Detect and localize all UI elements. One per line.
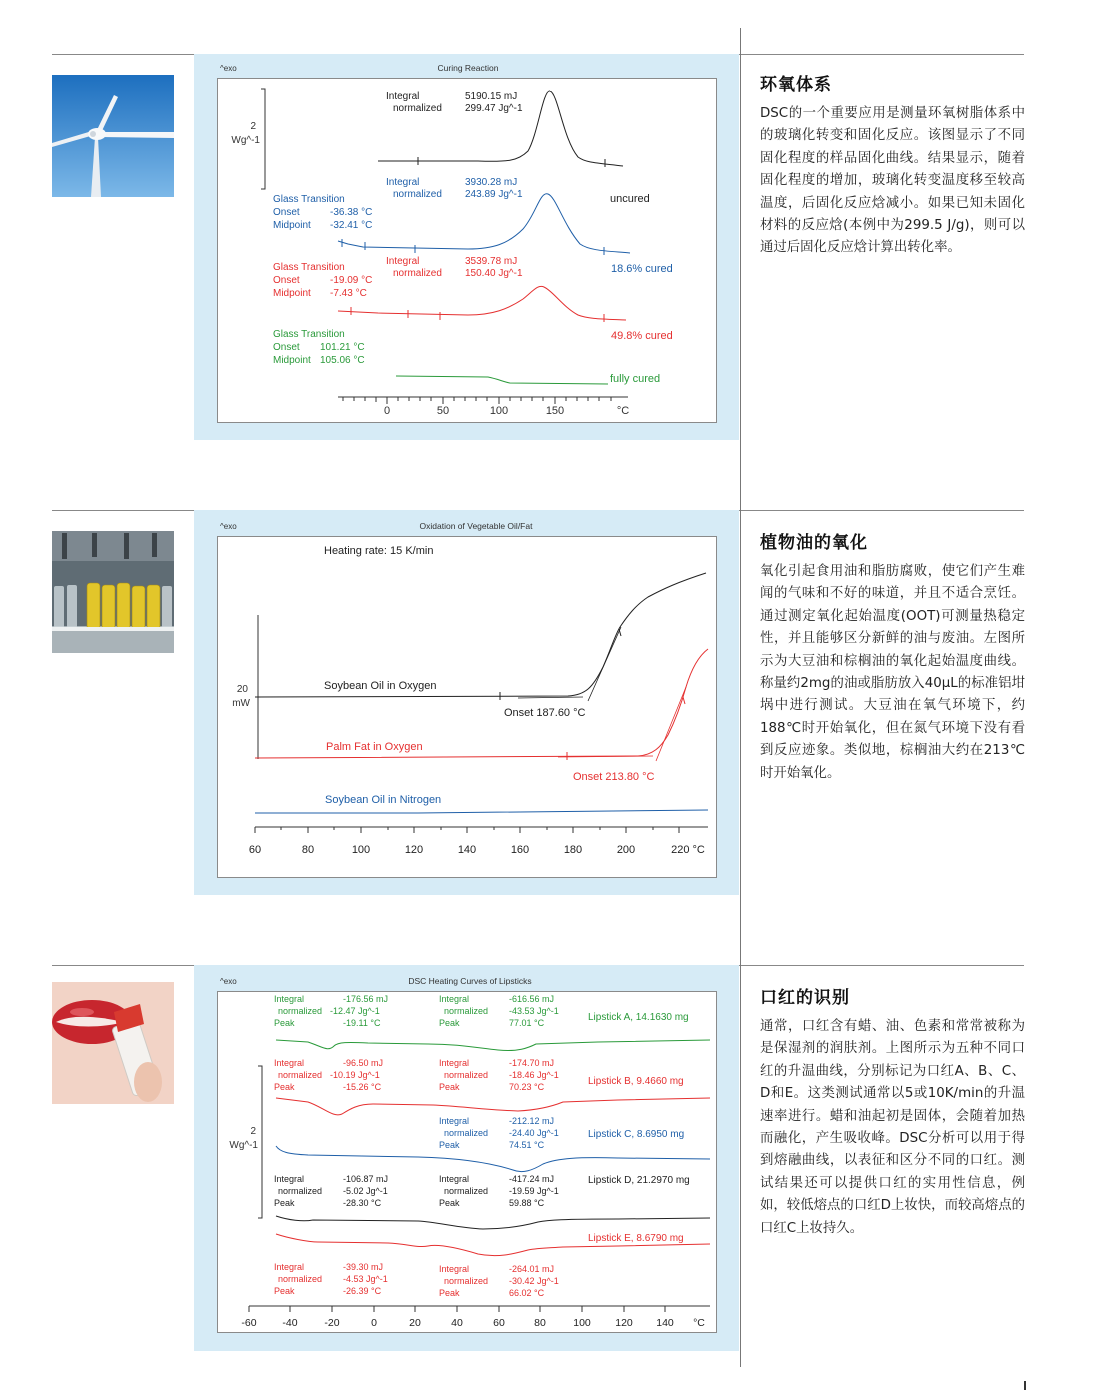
tick-label: 220 °C: [671, 844, 705, 856]
cured-49-label: 49.8% cured: [611, 330, 673, 342]
scale-value: 2: [250, 1126, 256, 1137]
uncured-label: uncured: [610, 193, 650, 205]
svg-text:74.51 °C: 74.51 °C: [509, 1140, 545, 1150]
svg-text:Peak: Peak: [439, 1288, 460, 1298]
tick-label: 50: [436, 405, 450, 417]
section-title: 环氧体系: [760, 75, 832, 95]
lipstick-c-label: Lipstick C, 8.6950 mg: [588, 1129, 685, 1140]
svg-text:299.47 Jg^-1: 299.47 Jg^-1: [465, 103, 523, 114]
tick-label: 140: [457, 844, 477, 856]
svg-text:-39.30 mJ: -39.30 mJ: [343, 1262, 384, 1272]
svg-text:-10.19 Jg^-1: -10.19 Jg^-1: [330, 1070, 380, 1080]
svg-text:Peak: Peak: [439, 1140, 460, 1150]
scale-unit: Wg^-1: [229, 1140, 258, 1151]
lipstick-d-label: Lipstick D, 21.2970 mg: [588, 1175, 690, 1186]
x-axis: [338, 397, 628, 404]
lipstick-b-annotation: [274, 1058, 559, 1092]
red-annotation: [386, 256, 523, 279]
chart-title: Oxidation of Vegetable Oil/Fat: [419, 521, 533, 531]
svg-text:Glass Transition: Glass Transition: [273, 329, 345, 340]
svg-text:Onset: Onset: [273, 275, 300, 286]
svg-text:Midpoint: Midpoint: [273, 220, 311, 231]
lipstick-c-annotation: [439, 1116, 559, 1150]
svg-text:normalized: normalized: [444, 1186, 489, 1196]
svg-text:Peak: Peak: [439, 1198, 460, 1208]
tick-label: 0: [371, 1317, 377, 1329]
svg-text:-96.50 mJ: -96.50 mJ: [343, 1058, 384, 1068]
svg-text:normalized: normalized: [444, 1070, 489, 1080]
tick-label: 20: [409, 1317, 421, 1329]
svg-text:normalized: normalized: [278, 1274, 323, 1284]
tick-label: 100: [573, 1317, 591, 1329]
lipstick-chart-panel: [194, 965, 739, 1351]
svg-text:Peak: Peak: [274, 1198, 295, 1208]
curing-chart: [217, 63, 717, 423]
tick-label: 40: [451, 1317, 463, 1329]
lipstick-a-annotation: [274, 994, 559, 1028]
column-divider: [740, 965, 741, 1367]
svg-text:-15.26 °C: -15.26 °C: [343, 1082, 382, 1092]
svg-text:Integral: Integral: [439, 1116, 470, 1126]
svg-text:-18.46 Jg^-1: -18.46 Jg^-1: [509, 1070, 559, 1080]
svg-text:-106.87 mJ: -106.87 mJ: [343, 1174, 389, 1184]
column-divider: [740, 28, 741, 510]
tick-label: 160: [510, 844, 530, 856]
lipstick-d-annotation: [274, 1174, 559, 1208]
svg-text:Onset: Onset: [273, 342, 300, 353]
svg-text:-417.24 mJ: -417.24 mJ: [509, 1174, 555, 1184]
cured-18-curve: [338, 194, 630, 253]
svg-text:Peak: Peak: [274, 1018, 295, 1028]
svg-text:5190.15 mJ: 5190.15 mJ: [465, 91, 518, 102]
svg-text:-19.59 Jg^-1: -19.59 Jg^-1: [509, 1186, 559, 1196]
svg-text:Midpoint: Midpoint: [273, 355, 311, 366]
svg-text:-12.47 Jg^-1: -12.47 Jg^-1: [330, 1006, 380, 1016]
exo-label: ^exo: [220, 64, 237, 73]
scale-value: 2: [250, 121, 256, 132]
svg-text:normalized: normalized: [393, 189, 442, 200]
svg-text:-30.42 Jg^-1: -30.42 Jg^-1: [509, 1276, 559, 1286]
lipstick-e-annotation: [274, 1262, 559, 1298]
svg-text:Peak: Peak: [439, 1082, 460, 1092]
svg-text:66.02 °C: 66.02 °C: [509, 1288, 545, 1298]
svg-text:normalized: normalized: [444, 1276, 489, 1286]
tick-label: 80: [534, 1317, 546, 1329]
lipstick-photo: [52, 982, 174, 1104]
lipstick-c-curve: [276, 1146, 710, 1172]
svg-text:3930.28 mJ: 3930.28 mJ: [465, 177, 518, 188]
column-divider: [740, 510, 741, 965]
x-axis: [255, 827, 708, 833]
section-body: DSC的一个重要应用是测量环氧树脂体系中的玻璃化转变和固化反应。该图显示了不同固化程度的样品固化曲线。结果显示，随着固化程度的增加，玻璃化转变温度移至较高温度，后固化反应焓减小。如果已知未固化材料的反应焓(本例中为299.5 J/g)，则可以通过后固化反应焓计算出转化率。: [760, 106, 1025, 256]
curing-chart-panel: [194, 54, 739, 440]
svg-text:150.40 Jg^-1: 150.40 Jg^-1: [465, 268, 523, 279]
soybean-nitrogen-label: Soybean Oil in Nitrogen: [325, 794, 442, 806]
svg-text:-174.70 mJ: -174.70 mJ: [509, 1058, 555, 1068]
svg-text:70.23 °C: 70.23 °C: [509, 1082, 545, 1092]
lipstick-a-curve: [276, 1040, 710, 1051]
svg-text:101.21 °C: 101.21 °C: [320, 342, 365, 353]
onset-palm: Onset 213.80 °C: [573, 771, 655, 783]
svg-text:105.06 °C: 105.06 °C: [320, 355, 365, 366]
svg-text:-5.02 Jg^-1: -5.02 Jg^-1: [343, 1186, 388, 1196]
svg-text:77.01 °C: 77.01 °C: [509, 1018, 545, 1028]
tick-label: -60: [241, 1317, 257, 1329]
tick-label: 80: [301, 844, 315, 856]
tick-label: 100: [489, 405, 509, 417]
svg-text:-176.56 mJ: -176.56 mJ: [343, 994, 389, 1004]
svg-text:Peak: Peak: [274, 1082, 295, 1092]
svg-text:Integral: Integral: [386, 91, 420, 102]
scale-unit: Wg^-1: [231, 135, 260, 146]
soybean-oxygen-label: Soybean Oil in Oxygen: [324, 680, 437, 692]
green-glass-transition: [273, 329, 365, 366]
oxidation-chart-panel: [194, 510, 739, 895]
red-glass-transition: [273, 262, 372, 299]
cured-49-curve: [338, 286, 626, 320]
tick-label: -40: [282, 1317, 298, 1329]
lipstick-text-block: [760, 983, 1025, 1240]
svg-text:Integral: Integral: [439, 1174, 470, 1184]
tick-label: 100: [351, 844, 371, 856]
svg-text:Integral: Integral: [439, 994, 470, 1004]
svg-text:Glass Transition: Glass Transition: [273, 262, 345, 273]
svg-text:3539.78 mJ: 3539.78 mJ: [465, 256, 518, 267]
svg-text:-19.09 °C: -19.09 °C: [330, 275, 373, 286]
svg-text:normalized: normalized: [393, 103, 442, 114]
heating-rate: Heating rate: 15 K/min: [324, 545, 434, 557]
svg-text:normalized: normalized: [278, 1186, 323, 1196]
chart-title: Curing Reaction: [437, 63, 499, 73]
section-body: 通常，口红含有蜡、油、色素和常常被称为是保湿剂的润肤剂。上图所示为五种不同口红的升温曲线，分别标记为口红A、B、C、D和E。这类测试通常以5或10K/min的升温速率进行。蜡和油起初是固体，会随着加热而融化，产生吸收峰。DSC分析可以用于得到熔融曲线，以表征和区分不同的口红。测试结果还可以提供口红的实用性信息，例如，较低熔点的口红D上妆快，而较高熔点的口红C上妆持久。: [760, 1019, 1025, 1236]
svg-text:Integral: Integral: [386, 177, 420, 188]
svg-text:Integral: Integral: [386, 256, 420, 267]
svg-text:Integral: Integral: [274, 1174, 305, 1184]
exo-label: ^exo: [220, 977, 237, 986]
svg-text:Integral: Integral: [274, 1058, 305, 1068]
axis-unit: °C: [616, 405, 630, 417]
svg-text:-36.38 °C: -36.38 °C: [330, 207, 373, 218]
svg-text:Glass Transition: Glass Transition: [273, 194, 345, 205]
svg-text:Integral: Integral: [439, 1058, 470, 1068]
fully-cured-curve: [396, 376, 608, 384]
tick-label: 150: [545, 405, 565, 417]
svg-text:243.89 Jg^-1: 243.89 Jg^-1: [465, 189, 523, 200]
fully-cured-label: fully cured: [610, 373, 661, 385]
palm-oxygen-label: Palm Fat in Oxygen: [326, 741, 423, 753]
onset-soybean: Onset 187.60 °C: [504, 707, 586, 719]
svg-text:-19.11 °C: -19.11 °C: [343, 1018, 381, 1028]
svg-text:normalized: normalized: [444, 1006, 489, 1016]
tick-label: -20: [324, 1317, 340, 1329]
section-title: 植物油的氧化: [760, 533, 868, 553]
svg-text:-32.41 °C: -32.41 °C: [330, 220, 373, 231]
svg-text:59.88 °C: 59.88 °C: [509, 1198, 545, 1208]
tick-label: 120: [615, 1317, 633, 1329]
blue-glass-transition: [273, 194, 372, 231]
soybean-oxygen-curve: [255, 573, 706, 697]
svg-text:-616.56 mJ: -616.56 mJ: [509, 994, 555, 1004]
svg-text:Midpoint: Midpoint: [273, 288, 311, 299]
svg-text:-24.40 Jg^-1: -24.40 Jg^-1: [509, 1128, 559, 1138]
svg-text:Integral: Integral: [274, 1262, 305, 1272]
lipstick-d-curve: [276, 1216, 710, 1229]
lipstick-chart: [217, 976, 717, 1333]
axis-unit: °C: [693, 1317, 705, 1329]
svg-text:normalized: normalized: [278, 1006, 323, 1016]
svg-text:-264.01 mJ: -264.01 mJ: [509, 1264, 555, 1274]
lipstick-a-label: Lipstick A, 14.1630 mg: [588, 1012, 689, 1023]
svg-text:Onset: Onset: [273, 207, 300, 218]
svg-text:normalized: normalized: [278, 1070, 323, 1080]
svg-text:-43.53 Jg^-1: -43.53 Jg^-1: [509, 1006, 559, 1016]
oil-bottles-photo: [52, 531, 174, 653]
tick-label: 200: [616, 844, 636, 856]
exo-label: ^exo: [220, 522, 237, 531]
svg-text:-7.43 °C: -7.43 °C: [330, 288, 367, 299]
tick-label: 60: [248, 844, 262, 856]
blue-annotation: [386, 177, 523, 200]
oil-text-block: [760, 528, 1025, 785]
tick-label: 60: [493, 1317, 505, 1329]
svg-text:Integral: Integral: [274, 994, 305, 1004]
tick-label: 180: [563, 844, 583, 856]
lipstick-b-curve: [276, 1098, 710, 1115]
uncured-annotation: [386, 91, 523, 114]
svg-text:-4.53 Jg^-1: -4.53 Jg^-1: [343, 1274, 388, 1284]
cured-18-label: 18.6% cured: [611, 263, 673, 275]
chart-title: DSC Heating Curves of Lipsticks: [408, 976, 532, 986]
svg-text:-26.39 °C: -26.39 °C: [343, 1286, 382, 1296]
lipstick-e-label: Lipstick E, 8.6790 mg: [588, 1233, 684, 1244]
svg-text:Peak: Peak: [274, 1286, 295, 1296]
x-axis: [249, 1306, 710, 1312]
svg-text:normalized: normalized: [444, 1128, 489, 1138]
section-title: 口红的识别: [760, 988, 850, 1008]
svg-text:Integral: Integral: [439, 1264, 470, 1274]
tick-label: 120: [404, 844, 424, 856]
svg-text:Peak: Peak: [439, 1018, 460, 1028]
wind-turbine-photo: [52, 75, 174, 197]
epoxy-text-block: [760, 70, 1025, 260]
lipstick-b-label: Lipstick B, 9.4660 mg: [588, 1076, 684, 1087]
scale-unit: mW: [232, 698, 250, 709]
oxidation-chart: [217, 521, 717, 878]
soybean-nitrogen-curve: [255, 810, 708, 813]
svg-text:-212.12 mJ: -212.12 mJ: [509, 1116, 555, 1126]
page-marker: [1024, 1381, 1026, 1390]
scale-value: 20: [236, 684, 248, 695]
section-body: 氧化引起食用油和脂肪腐败，使它们产生难闻的气味和不好的味道，并且不适合烹饪。通过测定氧化起始温度(OOT)可测量热稳定性，并且能够区分新鲜的油与废油。左图所示为大豆油和棕榈油的氧化起始温度曲线。称量约2mg的油或脂肪放入40μL的标准铝坩埚中进行测试。大豆油在氧气环境下，约188℃时开始氧化，但在氮气环境下没有看到反应迹象。类似地，棕榈油大约在213℃时开始氧化。: [760, 564, 1025, 781]
tick-label: 140: [656, 1317, 674, 1329]
svg-text:-28.30 °C: -28.30 °C: [343, 1198, 382, 1208]
tick-label: 0: [383, 405, 391, 417]
palm-oxygen-curve: [255, 649, 708, 758]
svg-text:normalized: normalized: [393, 268, 442, 279]
